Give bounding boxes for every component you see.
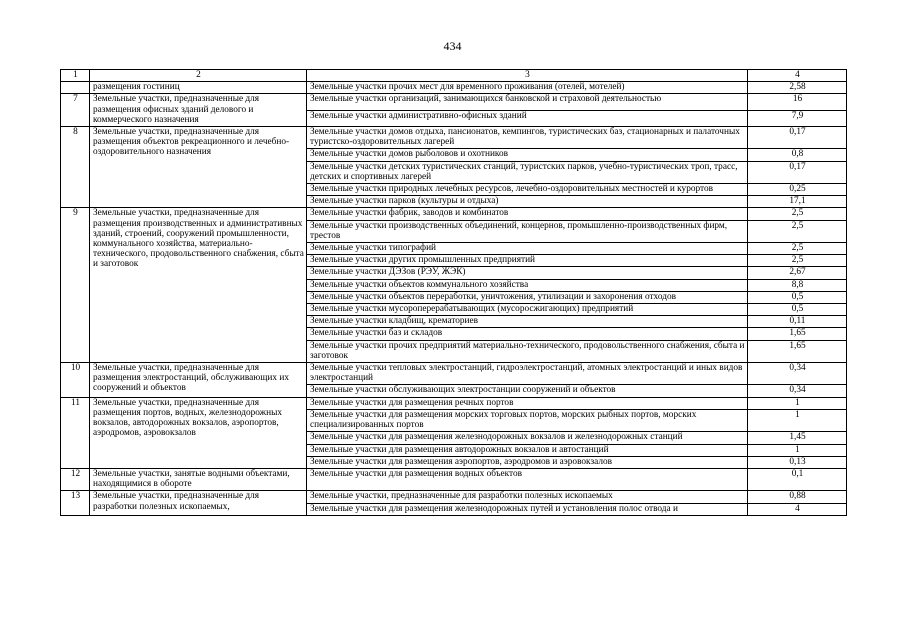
coefficient-cell: 1,65 bbox=[748, 328, 847, 340]
subcategory-cell: Земельные участки прочих предприятий материально-технического, продовольственного снабжения, сбыта и заготовок bbox=[307, 340, 748, 362]
table-row bbox=[61, 127, 847, 149]
subcategory-cell: Земельные участки объектов переработки, уничтожения, утилизации и захоронения отходов bbox=[307, 291, 748, 303]
subcategory-cell: Земельные участки тепловых электростанций, гидроэлектростанций, атомных электростанций и иных видов электростанций bbox=[307, 363, 748, 385]
page-number: 434 bbox=[443, 39, 462, 53]
subcategory-cell: Земельные участки других промышленных предприятий bbox=[307, 255, 748, 267]
coefficient-cell: 0,13 bbox=[748, 456, 847, 468]
coefficient-cell: 1 bbox=[748, 397, 847, 409]
coefficient-cell: 0,34 bbox=[748, 385, 847, 397]
coefficient-cell: 0,5 bbox=[748, 291, 847, 303]
table-row bbox=[61, 397, 847, 409]
category-cell: Земельные участки, предназначенные для размещения электростанций, обслуживающих их сооружений и объектов bbox=[90, 363, 307, 398]
category-cell: Земельные участки, предназначенные для размещения объектов рекреационного и лечебно-оздоровительного назначения bbox=[90, 127, 307, 208]
coefficient-cell: 2,5 bbox=[748, 220, 847, 242]
table-header-row bbox=[61, 70, 847, 82]
subcategory-cell: Земельные участки домов рыболовов и охотников bbox=[307, 149, 748, 161]
subcategory-cell: Земельные участки детских туристических станций, туристских парков, учебно-туристических троп, трасс, детских и спортивных лагерей bbox=[307, 161, 748, 183]
coefficient-cell: 4 bbox=[748, 503, 847, 515]
subcategory-cell: Земельные участки для размещения автодорожных вокзалов и автостанций bbox=[307, 444, 748, 456]
coefficient-cell: 2,67 bbox=[748, 267, 847, 279]
coefficient-cell: 8,8 bbox=[748, 279, 847, 291]
subcategory-cell: Земельные участки домов отдыха, пансионатов, кемпингов, туристических баз, стационарных и палаточных туристско-оздоровительных лагерей bbox=[307, 127, 748, 149]
table-row bbox=[61, 491, 847, 503]
header-col-2: 2 bbox=[90, 70, 307, 82]
subcategory-cell: Земельные участки, предназначенные для разработки полезных ископаемых bbox=[307, 491, 748, 503]
coefficient-cell: 1,65 bbox=[748, 340, 847, 362]
category-cell: Земельные участки, занятые водными объектами, находящимися в обороте bbox=[90, 468, 307, 490]
row-number bbox=[61, 82, 90, 94]
subcategory-cell: Земельные участки производственных объединений, концернов, промышленно-производственных фирм, трестов bbox=[307, 220, 748, 242]
subcategory-cell: Земельные участки природных лечебных ресурсов, лечебно-оздоровительных местностей и курортов bbox=[307, 184, 748, 196]
coefficient-cell: 0,17 bbox=[748, 127, 847, 149]
subcategory-cell: Земельные участки объектов коммунального хозяйства bbox=[307, 279, 748, 291]
row-number: 11 bbox=[61, 397, 90, 468]
coefficient-cell: 0,88 bbox=[748, 491, 847, 503]
coefficient-cell: 0,17 bbox=[748, 161, 847, 183]
coefficient-cell: 2,58 bbox=[748, 82, 847, 94]
coefficient-cell: 0,34 bbox=[748, 363, 847, 385]
row-number: 7 bbox=[61, 94, 90, 127]
category-cell: Земельные участки, предназначенные для размещения портов, водных, железнодорожных вокзалов, автодорожных вокзалов, аэропортов, аэродромов, аэровокзалов bbox=[90, 397, 307, 468]
subcategory-cell: Земельные участки организаций, занимающихся банковской и страховой деятельностью bbox=[307, 94, 748, 110]
subcategory-cell: Земельные участки прочих мест для временного проживания (отелей, мотелей) bbox=[307, 82, 748, 94]
subcategory-cell: Земельные участки баз и складов bbox=[307, 328, 748, 340]
coefficient-cell: 1 bbox=[748, 444, 847, 456]
land-plots-table bbox=[60, 69, 847, 516]
coefficient-cell: 16 bbox=[748, 94, 847, 110]
coefficient-cell: 0,11 bbox=[748, 316, 847, 328]
coefficient-cell: 0,1 bbox=[748, 468, 847, 490]
subcategory-cell: Земельные участки обслуживающих электростанции сооружений и объектов bbox=[307, 385, 748, 397]
coefficient-cell: 2,5 bbox=[748, 208, 847, 220]
coefficient-cell: 2,5 bbox=[748, 243, 847, 255]
header-col-1: 1 bbox=[61, 70, 90, 82]
table-row bbox=[61, 82, 847, 94]
row-number: 8 bbox=[61, 127, 90, 208]
coefficient-cell: 0,8 bbox=[748, 149, 847, 161]
row-number: 13 bbox=[61, 491, 90, 515]
subcategory-cell: Земельные участки для размещения аэропортов, аэродромов и аэровокзалов bbox=[307, 456, 748, 468]
coefficient-cell: 7,9 bbox=[748, 110, 847, 126]
coefficient-cell: 17,1 bbox=[748, 196, 847, 208]
subcategory-cell: Земельные участки ДЭЗов (РЭУ, ЖЭК) bbox=[307, 267, 748, 279]
table-row bbox=[61, 468, 847, 490]
subcategory-cell: Земельные участки кладбищ, крематориев bbox=[307, 316, 748, 328]
table-row bbox=[61, 208, 847, 220]
category-cell: размещения гостиниц bbox=[90, 82, 307, 94]
category-cell: Земельные участки, предназначенные для размещения офисных зданий делового и коммерческого назначения bbox=[90, 94, 307, 127]
header-col-4: 4 bbox=[748, 70, 847, 82]
coefficient-cell: 0,25 bbox=[748, 184, 847, 196]
subcategory-cell: Земельные участки типографий bbox=[307, 243, 748, 255]
subcategory-cell: Земельные участки для размещения речных портов bbox=[307, 397, 748, 409]
subcategory-cell: Земельные участки мусороперерабатывающих (мусоросжигающих) предприятий bbox=[307, 304, 748, 316]
row-number: 12 bbox=[61, 468, 90, 490]
coefficient-cell: 2,5 bbox=[748, 255, 847, 267]
row-number: 10 bbox=[61, 363, 90, 398]
subcategory-cell: Земельные участки для размещения железнодорожных путей и установления полос отвода и bbox=[307, 503, 748, 515]
table-row bbox=[61, 94, 847, 110]
coefficient-cell: 0,5 bbox=[748, 304, 847, 316]
category-cell: Земельные участки, предназначенные для размещения производственных и административных зданий, строений, сооружений промышленности, коммунального хозяйства, материально-технического, продовольственного снабжения, сбыта и заготовок bbox=[90, 208, 307, 363]
subcategory-cell: Земельные участки для размещения железнодорожных вокзалов и железнодорожных станций bbox=[307, 432, 748, 444]
row-number: 9 bbox=[61, 208, 90, 363]
category-cell: Земельные участки, предназначенные для разработки полезных ископаемых, bbox=[90, 491, 307, 515]
subcategory-cell: Земельные участки административно-офисных зданий bbox=[307, 110, 748, 126]
table-row bbox=[61, 363, 847, 385]
coefficient-cell: 1 bbox=[748, 409, 847, 431]
subcategory-cell: Земельные участки для размещения водных объектов bbox=[307, 468, 748, 490]
subcategory-cell: Земельные участки фабрик, заводов и комбинатов bbox=[307, 208, 748, 220]
coefficient-cell: 1,45 bbox=[748, 432, 847, 444]
subcategory-cell: Земельные участки парков (культуры и отдыха) bbox=[307, 196, 748, 208]
header-col-3: 3 bbox=[307, 70, 748, 82]
subcategory-cell: Земельные участки для размещения морских торговых портов, морских рыбных портов, морских специализированных портов bbox=[307, 409, 748, 431]
